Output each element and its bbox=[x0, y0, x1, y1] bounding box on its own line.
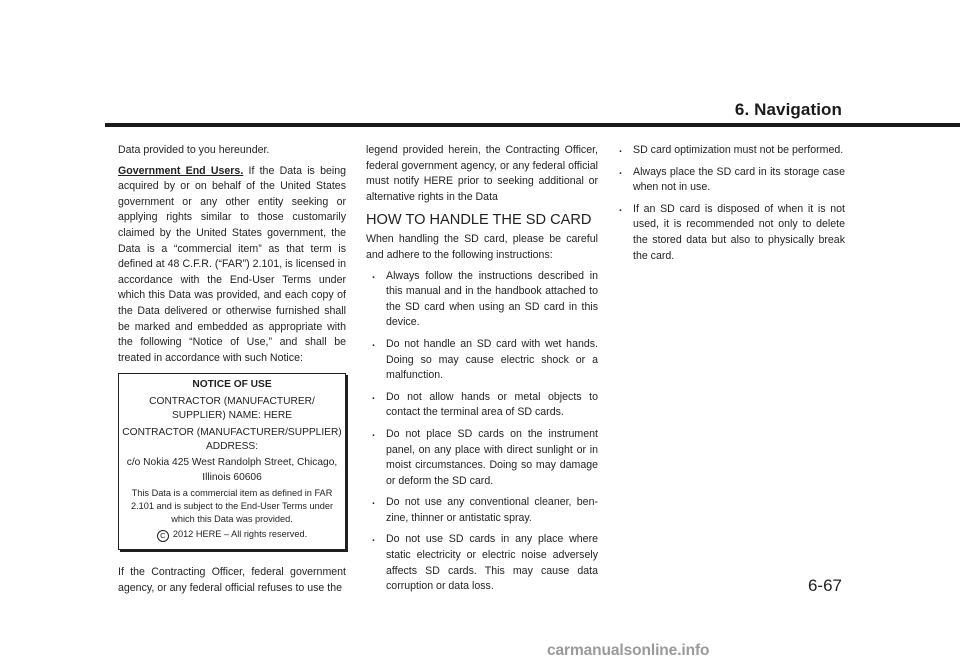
notice-title: NOTICE OF USE bbox=[192, 379, 272, 391]
paragraph-legend-continued: legend provided herein, the Contracting Officer, federal government agency, or any federal official must notify HERE prior to seeking additional or alternative rights in the Data bbox=[366, 144, 598, 203]
bullet-icon: . bbox=[619, 164, 622, 177]
list-item bbox=[619, 165, 845, 196]
list-item-text: SD card optimization must not be performed. bbox=[633, 144, 844, 156]
column-3 bbox=[619, 143, 845, 270]
list-item-text: Do not use SD cards in any place where static electricity or electric noise adversely affects SD cards. This may cause data corruption or data loss. bbox=[386, 533, 598, 593]
list-item-text: Do not handle an SD card with wet hands. Doing so may cause electric shock or a malfunction. bbox=[386, 337, 598, 382]
bullet-icon: . bbox=[372, 336, 375, 349]
list-item-text: Do not use any conventional cleaner, ben-zine, thinner or antistatic spray. bbox=[386, 496, 598, 524]
list-item-text: If an SD card is disposed of when it is not used, it is recommended not only to delete the stored data but also to physically break the card. bbox=[633, 202, 845, 262]
list-item bbox=[372, 390, 598, 421]
column-1 bbox=[118, 143, 346, 601]
list-item bbox=[372, 337, 598, 384]
bullet-icon: . bbox=[372, 495, 375, 508]
notice-address: c/o Nokia 425 West Randolph Street, Chicago, Illinois 60606 bbox=[126, 457, 338, 483]
list-item-text: Do not allow hands or metal objects to contact the terminal area of SD cards. bbox=[386, 390, 598, 419]
bullet-icon: . bbox=[372, 389, 375, 402]
copyright-text: 2012 HERE – All rights reserved. bbox=[172, 529, 308, 540]
column-2 bbox=[366, 143, 598, 601]
list-item bbox=[619, 143, 845, 159]
notice-contractor-address-label: CONTRACTOR (MANUFACTURER/SUPPLIER) ADDRESS: bbox=[122, 426, 342, 452]
chapter-title: 6. Navigation bbox=[734, 100, 842, 119]
list-item bbox=[372, 532, 598, 594]
list-item bbox=[372, 495, 598, 526]
bullet-icon: . bbox=[619, 201, 622, 214]
paragraph-contracting-officer: If the Contracting Officer, federal government agency, or any federal official refuses to use the bbox=[118, 566, 346, 594]
list-item bbox=[372, 427, 598, 489]
section-heading-sd-card: HOW TO HANDLE THE SD CARD bbox=[366, 212, 592, 229]
list-item bbox=[372, 269, 598, 331]
paragraph-data-provided: Data provided to you hereunder. bbox=[118, 144, 270, 156]
sd-card-instructions-list bbox=[366, 269, 598, 595]
bullet-icon: . bbox=[372, 426, 375, 439]
copyright-icon: C bbox=[157, 530, 169, 542]
paragraph-sd-intro: When handling the SD card, please be careful and adhere to the following instructions: bbox=[366, 233, 598, 261]
sd-card-instructions-list-continued bbox=[619, 143, 845, 264]
notice-of-use-box bbox=[118, 373, 346, 550]
list-item-text: Always follow the instructions described in this manual and in the handbook attached to the SD card when using an SD card in this device. bbox=[386, 269, 598, 329]
header-rule bbox=[105, 123, 960, 127]
page-number: 6-67 bbox=[807, 576, 842, 595]
notice-contractor-name: CONTRACTOR (MANUFACTURER/ SUPPLIER) NAME: HERE bbox=[149, 395, 315, 422]
list-item bbox=[619, 202, 845, 264]
government-end-users-heading: Government End Users. bbox=[118, 164, 244, 177]
bullet-icon: . bbox=[372, 268, 375, 281]
bullet-icon: . bbox=[619, 143, 622, 155]
government-end-users-text: If the Data is being acquired by or on behalf of the United States government or any other entity seeking or applying rights similar to those customarily claimed by the United States government, the Data is a “commercial item” as that term is defined at 48 C.F.R. (“FAR”) 2.101, is licensed in accordance with the End-User Terms under which this Data was provided, and each copy of the Data delivered or otherwise furnished shall be marked and embedded as appropriate with the following “Notice of Use,” and shall be treated in accordance with such Notice: bbox=[118, 164, 346, 364]
list-item-text: Always place the SD card in its storage case when not in use. bbox=[633, 165, 845, 194]
watermark: carmanualsonline.info bbox=[547, 642, 710, 659]
bullet-icon: . bbox=[372, 532, 375, 545]
notice-copyright bbox=[121, 528, 343, 542]
list-item-text: Do not place SD cards on the instrument panel, on any place with direct sunlight or in moist circumstances. Doing so may damage or deform the SD card. bbox=[386, 427, 598, 487]
paragraph-government-end-users bbox=[118, 164, 346, 367]
notice-commercial-item: This Data is a commercial item as defined in FAR 2.101 and is subject to the End-User Terms under which this Data was provided. bbox=[130, 488, 334, 525]
